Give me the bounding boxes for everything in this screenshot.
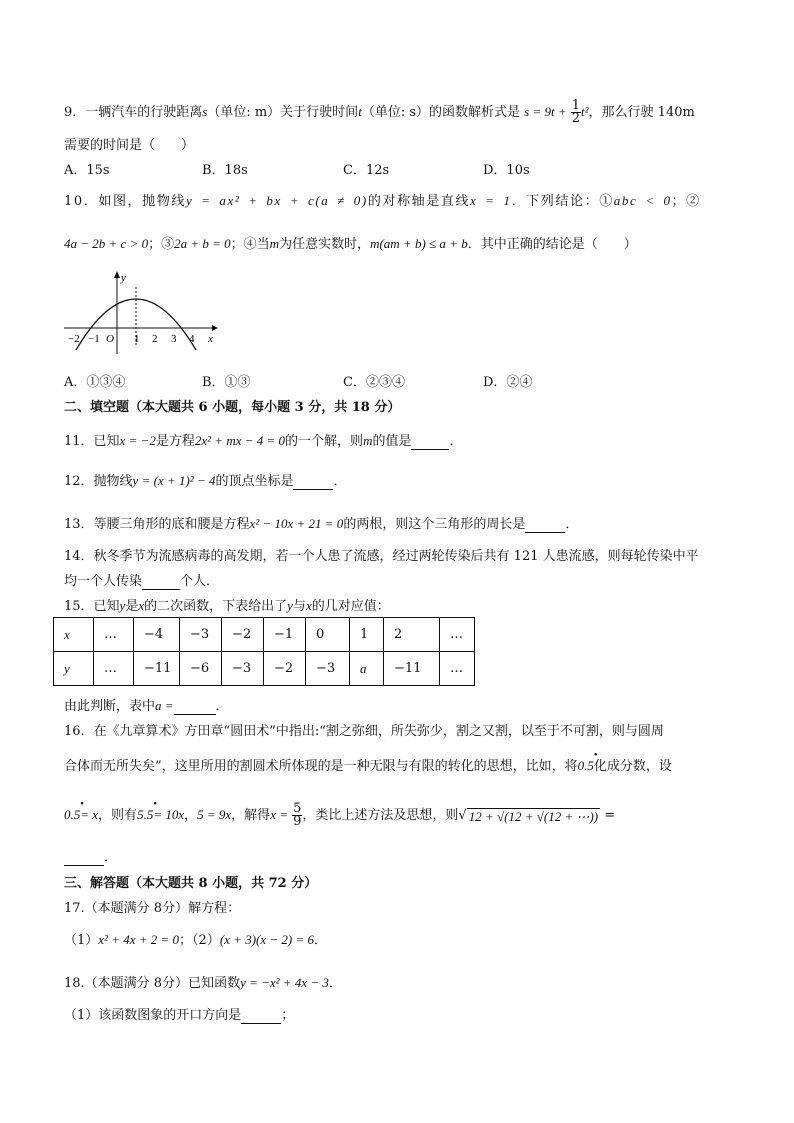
q11-var-m: m (363, 433, 373, 448)
sqrt-icon: √ (458, 808, 467, 823)
q9-fraction (571, 100, 581, 125)
table-cell: −4 (134, 618, 180, 652)
q12-text: 的顶点坐标是 (215, 474, 294, 489)
q16-answer-blank[interactable] (64, 850, 104, 866)
tick-label: −1 (88, 333, 100, 345)
table-cell: x (54, 618, 94, 652)
table-cell: −3 (180, 618, 222, 652)
q15-text: 由此判断，表中 (64, 699, 156, 714)
q10-option-d: D．②④ (483, 375, 533, 390)
q10-text: 的对称轴是直线 (367, 194, 471, 209)
parabola-graph (62, 268, 222, 358)
repeat-dot-icon: • (80, 798, 84, 810)
q15-text: 是 (125, 599, 139, 614)
table-row-y (54, 652, 475, 686)
y-axis-arrow-icon (114, 271, 120, 278)
q15-var: x (305, 598, 312, 613)
q15-value-table (53, 617, 475, 686)
q9-formula: t² (581, 104, 589, 119)
q18-text: 18.（本题满分 8分）已知函数 (64, 976, 241, 991)
q10-conclusion-1: abc < 0 (613, 193, 672, 208)
q16-line3 (64, 798, 616, 829)
q12-answer-blank[interactable] (293, 474, 333, 490)
q16-formula: = x (80, 807, 99, 822)
q10-text: 为任意实数时， (279, 237, 371, 252)
q13-answer-blank[interactable] (525, 517, 565, 533)
q15-answer-blank[interactable] (174, 699, 216, 715)
repeating-value: 0.5 (577, 758, 594, 773)
q10-text: ；② (671, 194, 701, 209)
tick-label: 4 (189, 333, 195, 345)
q16-text: 合体而无所失矣”，这里所用的割圆术所体现的是一种无限与有限的转化的思想，比如，将 (64, 759, 578, 774)
q10-text: ．其中正确的结论是（ ） (467, 237, 637, 252)
repeating-value: 5.5 (137, 807, 154, 822)
q10-var-m: m (269, 236, 280, 251)
q9-formula: s = 9t + (524, 104, 567, 119)
q9-line1 (64, 100, 695, 125)
q11-text: 11．已知 (64, 434, 120, 449)
q9-var-t: t (358, 104, 362, 119)
q10-text: ；③ (148, 237, 175, 252)
q15-var: x (138, 598, 145, 613)
frac-numerator: 1 (571, 98, 581, 113)
q18-formula: y = −x² + 4x − 3 (240, 975, 329, 990)
table-cell: −11 (384, 652, 440, 686)
q16-answer-line (64, 846, 117, 866)
q15-text: 15．已知 (64, 599, 120, 614)
q16-repeating-decimal (64, 798, 84, 823)
table-cell: a (350, 652, 384, 686)
repeat-dot-icon: • (593, 749, 598, 761)
q15-var: y (119, 598, 126, 613)
q16-fraction (292, 803, 302, 828)
repeating-value: 0.5 (64, 807, 81, 822)
q11-formula: 2x² + mx − 4 = 0 (194, 433, 286, 448)
q15-text: 的几对应值： (311, 599, 390, 614)
table-cell: 2 (384, 618, 440, 652)
q12 (64, 470, 347, 490)
q9-text: （单位: s）的函数解析式是 (361, 105, 520, 120)
q11-text: 的一个解，则 (285, 434, 364, 449)
q10-axis: x = 1 (470, 193, 512, 208)
q15-text: 与 (292, 599, 306, 614)
q17-text: （1） (64, 933, 99, 948)
q13-formula: x² − 10x + 21 = 0 (249, 516, 344, 531)
x-axis-arrow-icon (212, 325, 218, 331)
q9-var-s: s (202, 104, 208, 119)
table-row-x (54, 618, 475, 652)
q16-text: ． (104, 850, 118, 865)
q13-text: ． (565, 517, 579, 532)
q9-text: ，那么行驶 140m (588, 105, 695, 120)
q14-text: 均一个人传染 (64, 574, 143, 589)
q14-line2 (64, 570, 219, 590)
q17-formula-1: x² + 4x + 2 = 0 (98, 932, 180, 947)
q9-option-d: D．10s (483, 163, 530, 178)
q11-text: 是方程 (155, 434, 195, 449)
table-cell: −2 (264, 652, 306, 686)
q10-conclusion-4: m(am + b) ≤ a + b (370, 236, 468, 251)
tick-label: 1 (134, 333, 140, 345)
q10-text: ；④当 (230, 237, 270, 252)
tick-label: 3 (171, 333, 177, 345)
q16-nested-radical: 12 + √(12 + √(12 + ⋯)) (468, 808, 599, 824)
tick-label: −2 (68, 333, 80, 345)
table-cell: −3 (222, 652, 264, 686)
tick-label: 2 (152, 333, 158, 345)
q12-text: ． (333, 474, 347, 489)
section-3-title: 三、解答题（本大题共 8 小题，共 72 分） (64, 876, 318, 891)
q16-text: 化成分数，设 (593, 759, 672, 774)
q18-title (64, 972, 342, 991)
q15-after (64, 695, 229, 715)
q10-conclusion-2: 4a − 2b + c > 0 (64, 236, 149, 251)
q16-line2 (64, 749, 672, 774)
table-cell: −6 (180, 652, 222, 686)
x-axis-label: x (208, 333, 213, 345)
q10-line2 (64, 233, 637, 252)
table-cell: … (440, 652, 475, 686)
q10-option-c: C．②③④ (343, 375, 405, 390)
q15-text: 的二次函数，下表给出了 (144, 599, 288, 614)
q11-answer-blank[interactable] (411, 434, 449, 450)
q16-repeating-decimal (577, 749, 598, 774)
y-axis-label: y (121, 272, 126, 284)
q16-text: ，解得 (231, 808, 271, 823)
q9-option-c: C．12s (343, 163, 390, 178)
q10-conclusion-3: 2a + b = 0 (174, 236, 231, 251)
q17-formula-2: (x + 3)(x − 2) = 6 (219, 932, 315, 947)
q15-var: y (287, 598, 293, 613)
q16-formula: 5 = 9x (197, 807, 232, 822)
q16-formula: = 10x (153, 807, 185, 822)
q16-text: ，类比上述方法及思想，则 (302, 808, 459, 823)
q9-option-a: A．15s (64, 163, 110, 178)
q10-text: ．下列结论：① (511, 194, 614, 209)
repeat-dot-icon: • (153, 798, 157, 810)
q18-answer-blank[interactable] (241, 1008, 281, 1024)
q16-line1: 16．在《九章算术》方田章“圆田术”中指出:“割之弥细，所失弥少，割之又割，以至于不可割，则与圆周 (64, 724, 664, 739)
q10-line1 (64, 190, 701, 209)
q11 (64, 430, 462, 450)
table-cell: 1 (350, 618, 384, 652)
q9-text: 9．一辆汽车的行驶距离 (64, 105, 203, 120)
section-2-title: 二、填空题（本大题共 6 小题，每小题 3 分，共 18 分） (64, 400, 401, 415)
q12-formula: y = (x + 1)² − 4 (132, 473, 216, 488)
q16-text: = (604, 808, 616, 823)
q14-text: 个人． (180, 574, 220, 589)
q17-title: 17.（本题满分 8分）解方程： (64, 901, 241, 916)
q16-text: ，则有 (98, 808, 138, 823)
q16-repeating-decimal (137, 798, 157, 823)
table-cell: −2 (222, 618, 264, 652)
q12-text: 12．抛物线 (64, 474, 133, 489)
q11-text: ． (449, 434, 463, 449)
q10-option-a: A．①③④ (64, 375, 126, 390)
q18-text: ． (328, 976, 342, 991)
q11-formula: x = −2 (119, 433, 156, 448)
q18-part1 (64, 1004, 294, 1024)
q17-text: ；（2） (179, 933, 220, 948)
table-cell: −3 (306, 652, 350, 686)
q11-text: 的值是 (372, 434, 412, 449)
table-cell: y (54, 652, 94, 686)
q13 (64, 513, 578, 533)
frac-denominator: 9 (293, 814, 302, 829)
q14-answer-blank[interactable] (142, 574, 180, 590)
table-cell: … (94, 618, 134, 652)
q15-var-a: a = (155, 698, 174, 713)
q15-intro (64, 595, 390, 614)
table-cell: −1 (264, 618, 306, 652)
q13-text: 的两根，则这个三角形的周长是 (343, 517, 526, 532)
q18-text: ； (281, 1008, 295, 1023)
q9-line2: 需要的时间是（ ） (64, 138, 195, 153)
q9-option-b: B．18s (202, 163, 248, 178)
table-cell: … (440, 618, 475, 652)
table-cell: 0 (306, 618, 350, 652)
table-cell: −11 (134, 652, 180, 686)
origin-label: O (106, 333, 114, 345)
table-cell: … (94, 652, 134, 686)
q10-option-b: B．①③ (202, 375, 251, 390)
q15-text: ． (215, 699, 229, 714)
q16-text: ， (184, 808, 198, 823)
q16-formula: x = (270, 807, 288, 822)
q17-text: ． (314, 933, 328, 948)
q9-text: （单位: m）关于行驶时间 (207, 105, 359, 120)
q13-text: 13．等腰三角形的底和腰是方程 (64, 517, 250, 532)
q18-text: （1）该函数图象的开口方向是 (64, 1008, 242, 1023)
q10-formula: y = ax² + bx + c(a ≠ 0) (185, 193, 368, 208)
q17-parts (64, 929, 327, 948)
q14-line1: 14．秋冬季节为流感病毒的高发期，若一个人患了流感，经过两轮传染后共有 121 人患流感，则每轮传染中平 (64, 549, 699, 564)
frac-denominator: 2 (571, 111, 581, 126)
q10-text: 10．如图，抛物线 (64, 194, 186, 209)
frac-numerator: 5 (293, 801, 302, 816)
